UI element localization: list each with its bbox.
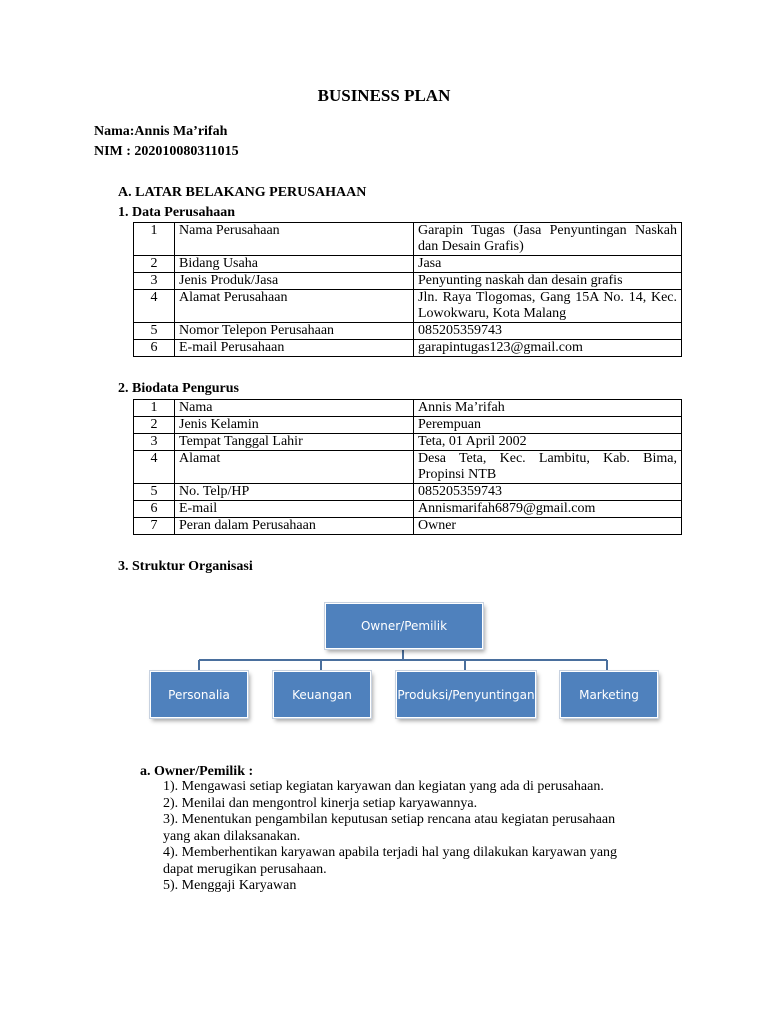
org-node-owner: Owner/Pemilik bbox=[325, 603, 483, 649]
owner-biodata-table bbox=[133, 399, 682, 535]
row-number: 4 bbox=[134, 290, 175, 323]
org-node-personalia: Personalia bbox=[150, 671, 248, 718]
owner-duties-heading: a. Owner/Pemilik : bbox=[140, 764, 254, 779]
row-label: Tempat Tanggal Lahir bbox=[175, 434, 414, 451]
table-row bbox=[134, 417, 682, 434]
row-label: Nama Perusahaan bbox=[175, 223, 414, 256]
row-value: Desa Teta, Kec. Lambitu, Kab. Bima, Propinsi NTB bbox=[414, 451, 682, 484]
row-number: 4 bbox=[134, 451, 175, 484]
org-node-produksi: Produksi/Penyuntingan bbox=[396, 671, 536, 718]
row-number: 6 bbox=[134, 501, 175, 518]
org-node-keuangan: Keuangan bbox=[273, 671, 371, 718]
row-value: Garapin Tugas (Jasa Penyuntingan Naskah dan Desain Grafis) bbox=[414, 223, 682, 256]
row-value: 085205359743 bbox=[414, 484, 682, 501]
row-value: Annis Ma’rifah bbox=[414, 400, 682, 417]
duty-line: 2). Menilai dan mengontrol kinerja setiap karyawannya. bbox=[163, 795, 478, 811]
table-row bbox=[134, 340, 682, 357]
row-label: Jenis Kelamin bbox=[175, 417, 414, 434]
table-row bbox=[134, 323, 682, 340]
company-data-table bbox=[133, 222, 682, 357]
row-label: No. Telp/HP bbox=[175, 484, 414, 501]
row-value: Jln. Raya Tlogomas, Gang 15A No. 14, Kec. Lowokwaru, Kota Malang bbox=[414, 290, 682, 323]
table-row bbox=[134, 518, 682, 535]
subheading-biodata-pengurus: 2. Biodata Pengurus bbox=[118, 381, 239, 396]
row-value: Penyunting naskah dan desain grafis bbox=[414, 273, 682, 290]
duty-line: dapat merugikan perusahaan. bbox=[163, 861, 327, 877]
row-value: Teta, 01 April 2002 bbox=[414, 434, 682, 451]
row-label: E-mail Perusahaan bbox=[175, 340, 414, 357]
table-row bbox=[134, 434, 682, 451]
nim-line: NIM : 202010080311015 bbox=[94, 144, 239, 159]
row-label: E-mail bbox=[175, 501, 414, 518]
owner-duties-list bbox=[163, 779, 617, 895]
table-row bbox=[134, 223, 682, 256]
subheading-data-perusahaan: 1. Data Perusahaan bbox=[118, 205, 236, 220]
row-value: Jasa bbox=[414, 256, 682, 273]
row-number: 3 bbox=[134, 434, 175, 451]
org-node-marketing: Marketing bbox=[560, 671, 658, 718]
subheading-struktur-organisasi: 3. Struktur Organisasi bbox=[118, 559, 253, 574]
table-row bbox=[134, 256, 682, 273]
row-number: 1 bbox=[134, 400, 175, 417]
row-number: 7 bbox=[134, 518, 175, 535]
row-label: Nomor Telepon Perusahaan bbox=[175, 323, 414, 340]
row-number: 3 bbox=[134, 273, 175, 290]
row-number: 1 bbox=[134, 223, 175, 256]
row-label: Jenis Produk/Jasa bbox=[175, 273, 414, 290]
row-number: 2 bbox=[134, 417, 175, 434]
table-row bbox=[134, 501, 682, 518]
table-row bbox=[134, 451, 682, 484]
row-value: 085205359743 bbox=[414, 323, 682, 340]
duty-line: 4). Memberhentikan karyawan apabila terjadi hal yang dilakukan karyawan yang bbox=[163, 845, 618, 860]
row-value: Perempuan bbox=[414, 417, 682, 434]
row-value: Owner bbox=[414, 518, 682, 535]
table-row bbox=[134, 400, 682, 417]
row-label: Bidang Usaha bbox=[175, 256, 414, 273]
duty-line: yang akan dilaksanakan. bbox=[163, 828, 301, 844]
row-number: 5 bbox=[134, 484, 175, 501]
section-a-heading: A. LATAR BELAKANG PERUSAHAAN bbox=[118, 185, 367, 200]
row-label: Alamat bbox=[175, 451, 414, 484]
table-row bbox=[134, 290, 682, 323]
name-line: Nama:Annis Ma’rifah bbox=[94, 124, 228, 139]
document-title: BUSINESS PLAN bbox=[317, 86, 451, 105]
row-value: garapintugas123@gmail.com bbox=[414, 340, 682, 357]
row-number: 5 bbox=[134, 323, 175, 340]
duty-line: 5). Menggaji Karyawan bbox=[163, 878, 297, 893]
row-value: Annismarifah6879@gmail.com bbox=[414, 501, 682, 518]
duty-line: 3). Menentukan pengambilan keputusan setiap rencana atau kegiatan perusahaan bbox=[163, 812, 616, 827]
duty-line: 1). Mengawasi setiap kegiatan karyawan dan kegiatan yang ada di perusahaan. bbox=[163, 779, 604, 794]
row-number: 6 bbox=[134, 340, 175, 357]
row-label: Peran dalam Perusahaan bbox=[175, 518, 414, 535]
table-row bbox=[134, 273, 682, 290]
row-number: 2 bbox=[134, 256, 175, 273]
table-row bbox=[134, 484, 682, 501]
row-label: Alamat Perusahaan bbox=[175, 290, 414, 323]
row-label: Nama bbox=[175, 400, 414, 417]
